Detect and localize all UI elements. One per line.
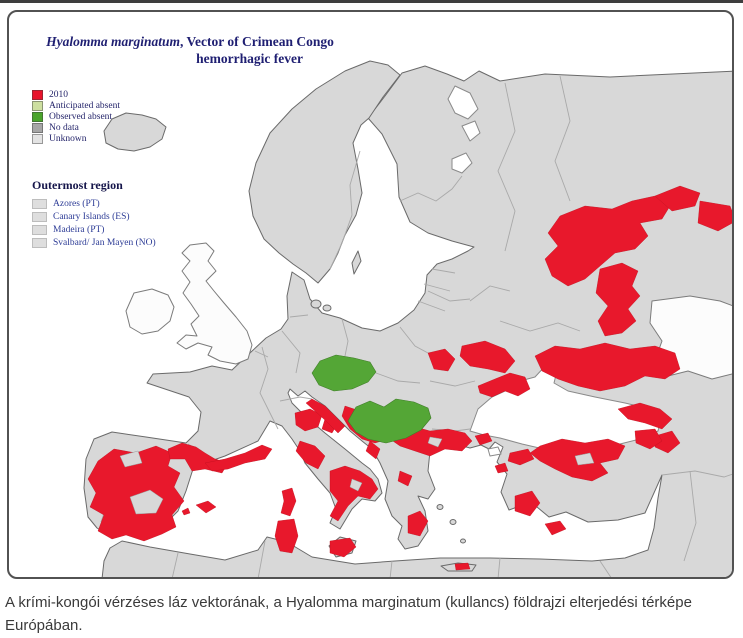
land-danish-isles-2 xyxy=(323,305,331,311)
outermost-label: Azores (PT) xyxy=(53,198,100,209)
region-balearics-2 xyxy=(182,508,190,515)
outermost-swatch xyxy=(32,225,47,235)
legend-swatch-observed-absent xyxy=(32,112,43,122)
legend-label: Observed absent xyxy=(49,112,113,122)
outermost-row-azores xyxy=(32,198,156,209)
map-title xyxy=(37,34,343,68)
legend-swatch-2010 xyxy=(32,90,43,100)
legend-row-anticipated-absent xyxy=(32,101,120,111)
title-rest: , Vector of Crimean Congo xyxy=(180,34,334,49)
map-legend xyxy=(32,90,120,145)
legend-swatch-no-data xyxy=(32,123,43,133)
outermost-swatch xyxy=(32,212,47,222)
region-crete-patch xyxy=(455,563,470,570)
land-danish-isles xyxy=(311,300,321,308)
sea-marmara xyxy=(488,447,501,456)
legend-label: Unknown xyxy=(49,134,87,144)
land-aegean-isle-3 xyxy=(461,539,466,543)
outermost-row-canary xyxy=(32,211,156,222)
land-aegean-isle-2 xyxy=(450,520,456,525)
region-balearics xyxy=(196,501,216,513)
map-card xyxy=(7,10,734,579)
region-sicily xyxy=(330,538,356,557)
outermost-label: Canary Islands (ES) xyxy=(53,211,130,222)
outermost-row-svalbard xyxy=(32,237,156,248)
legend-swatch-unknown xyxy=(32,134,43,144)
outermost-row-madeira xyxy=(32,224,156,235)
legend-row-observed-absent xyxy=(32,112,120,122)
land-great-britain xyxy=(177,243,252,364)
species-name: Hyalomma marginatum xyxy=(46,34,181,49)
region-cyprus xyxy=(545,521,566,535)
map-title-line1 xyxy=(37,34,343,51)
outermost-label: Madeira (PT) xyxy=(53,224,105,235)
figure-caption: A krími-kongói vérzéses láz vektorának, a Hyalomma marginatum (kullancs) földrajzi elterjedési térképe Európában. xyxy=(5,594,692,635)
outermost-region-block xyxy=(32,178,156,250)
legend-label: No data xyxy=(49,123,79,133)
legend-row-2010 xyxy=(32,90,120,100)
land-scandinavia xyxy=(249,61,400,283)
land-aegean-isle xyxy=(437,505,443,510)
legend-swatch-anticipated-absent xyxy=(32,101,43,111)
page-top-divider xyxy=(0,0,743,3)
legend-row-no-data xyxy=(32,123,120,133)
region-corsica xyxy=(281,488,296,516)
outermost-label: Svalbard/ Jan Mayen (NO) xyxy=(53,237,156,248)
map-title-line2: hemorrhagic fever xyxy=(196,50,303,66)
land-gotland xyxy=(352,251,361,274)
legend-row-unknown xyxy=(32,134,120,144)
land-ireland xyxy=(126,289,174,334)
legend-label: Anticipated absent xyxy=(49,101,120,111)
outermost-swatch xyxy=(32,238,47,248)
outermost-swatch xyxy=(32,199,47,209)
legend-label: 2010 xyxy=(49,90,68,100)
outermost-heading: Outermost region xyxy=(32,178,123,192)
